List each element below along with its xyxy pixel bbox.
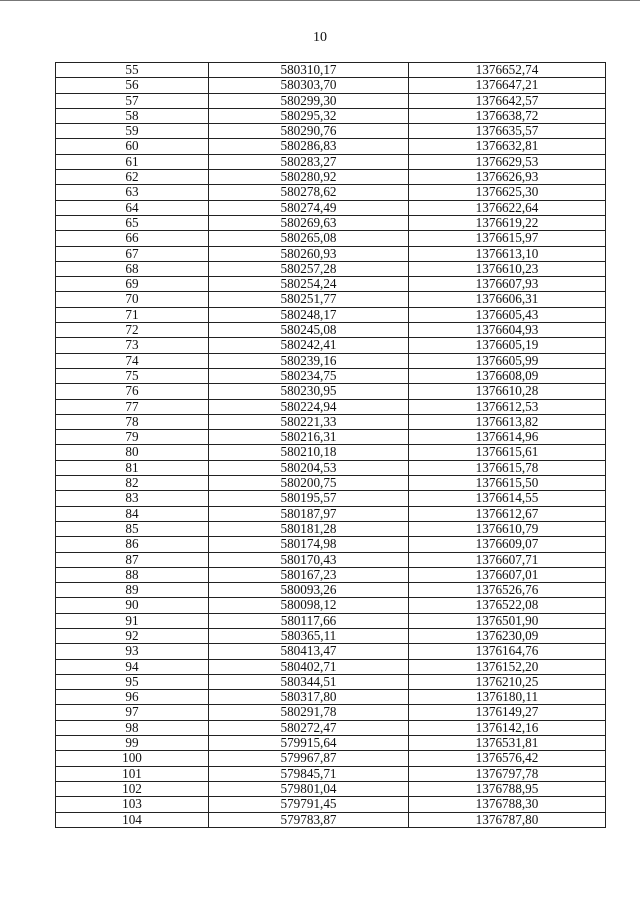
point-number-cell: 86 bbox=[56, 537, 209, 552]
y-coordinate-cell: 1376638,72 bbox=[409, 108, 606, 123]
x-coordinate-cell: 580274,49 bbox=[209, 200, 409, 215]
table-row bbox=[56, 491, 606, 506]
y-coordinate-cell: 1376614,96 bbox=[409, 430, 606, 445]
point-number-cell: 102 bbox=[56, 781, 209, 796]
point-number-cell: 57 bbox=[56, 93, 209, 108]
table-row bbox=[56, 506, 606, 521]
y-coordinate-cell: 1376604,93 bbox=[409, 323, 606, 338]
x-coordinate-cell: 579791,45 bbox=[209, 797, 409, 812]
y-coordinate-cell: 1376526,76 bbox=[409, 583, 606, 598]
point-number-cell: 92 bbox=[56, 628, 209, 643]
y-coordinate-cell: 1376647,21 bbox=[409, 78, 606, 93]
point-number-cell: 104 bbox=[56, 812, 209, 827]
y-coordinate-cell: 1376605,99 bbox=[409, 353, 606, 368]
table-row bbox=[56, 613, 606, 628]
y-coordinate-cell: 1376142,16 bbox=[409, 720, 606, 735]
y-coordinate-cell: 1376788,30 bbox=[409, 797, 606, 812]
x-coordinate-cell: 580230,95 bbox=[209, 384, 409, 399]
x-coordinate-cell: 580278,62 bbox=[209, 185, 409, 200]
table-row bbox=[56, 720, 606, 735]
table-row bbox=[56, 277, 606, 292]
y-coordinate-cell: 1376605,19 bbox=[409, 338, 606, 353]
point-number-cell: 82 bbox=[56, 476, 209, 491]
y-coordinate-cell: 1376606,31 bbox=[409, 292, 606, 307]
y-coordinate-cell: 1376610,79 bbox=[409, 521, 606, 536]
table-row bbox=[56, 307, 606, 322]
x-coordinate-cell: 580117,66 bbox=[209, 613, 409, 628]
point-number-cell: 61 bbox=[56, 154, 209, 169]
table-row bbox=[56, 812, 606, 827]
y-coordinate-cell: 1376629,53 bbox=[409, 154, 606, 169]
point-number-cell: 75 bbox=[56, 368, 209, 383]
table-row bbox=[56, 476, 606, 491]
y-coordinate-cell: 1376164,76 bbox=[409, 644, 606, 659]
x-coordinate-cell: 580344,51 bbox=[209, 674, 409, 689]
point-number-cell: 76 bbox=[56, 384, 209, 399]
point-number-cell: 103 bbox=[56, 797, 209, 812]
table-row bbox=[56, 628, 606, 643]
x-coordinate-cell: 580254,24 bbox=[209, 277, 409, 292]
x-coordinate-cell: 580317,80 bbox=[209, 690, 409, 705]
x-coordinate-cell: 579801,04 bbox=[209, 781, 409, 796]
point-number-cell: 64 bbox=[56, 200, 209, 215]
page-number: 10 bbox=[313, 30, 327, 45]
y-coordinate-cell: 1376501,90 bbox=[409, 613, 606, 628]
y-coordinate-cell: 1376625,30 bbox=[409, 185, 606, 200]
point-number-cell: 81 bbox=[56, 460, 209, 475]
table-row bbox=[56, 644, 606, 659]
x-coordinate-cell: 580295,32 bbox=[209, 108, 409, 123]
point-number-cell: 66 bbox=[56, 231, 209, 246]
x-coordinate-cell: 580210,18 bbox=[209, 445, 409, 460]
coordinates-table-body bbox=[56, 63, 606, 828]
x-coordinate-cell: 580216,31 bbox=[209, 430, 409, 445]
x-coordinate-cell: 580234,75 bbox=[209, 368, 409, 383]
x-coordinate-cell: 580239,16 bbox=[209, 353, 409, 368]
coordinates-table bbox=[55, 62, 606, 828]
x-coordinate-cell: 580365,11 bbox=[209, 628, 409, 643]
x-coordinate-cell: 580221,33 bbox=[209, 414, 409, 429]
table-row bbox=[56, 338, 606, 353]
y-coordinate-cell: 1376609,07 bbox=[409, 537, 606, 552]
y-coordinate-cell: 1376626,93 bbox=[409, 170, 606, 185]
point-number-cell: 58 bbox=[56, 108, 209, 123]
point-number-cell: 72 bbox=[56, 323, 209, 338]
y-coordinate-cell: 1376605,43 bbox=[409, 307, 606, 322]
x-coordinate-cell: 580272,47 bbox=[209, 720, 409, 735]
table-row bbox=[56, 567, 606, 582]
table-row bbox=[56, 690, 606, 705]
point-number-cell: 89 bbox=[56, 583, 209, 598]
y-coordinate-cell: 1376632,81 bbox=[409, 139, 606, 154]
y-coordinate-cell: 1376614,55 bbox=[409, 491, 606, 506]
y-coordinate-cell: 1376642,57 bbox=[409, 93, 606, 108]
y-coordinate-cell: 1376531,81 bbox=[409, 736, 606, 751]
table-row bbox=[56, 108, 606, 123]
x-coordinate-cell: 580280,92 bbox=[209, 170, 409, 185]
y-coordinate-cell: 1376612,53 bbox=[409, 399, 606, 414]
y-coordinate-cell: 1376608,09 bbox=[409, 368, 606, 383]
y-coordinate-cell: 1376788,95 bbox=[409, 781, 606, 796]
y-coordinate-cell: 1376622,64 bbox=[409, 200, 606, 215]
y-coordinate-cell: 1376613,10 bbox=[409, 246, 606, 261]
y-coordinate-cell: 1376149,27 bbox=[409, 705, 606, 720]
y-coordinate-cell: 1376615,61 bbox=[409, 445, 606, 460]
point-number-cell: 84 bbox=[56, 506, 209, 521]
table-row bbox=[56, 292, 606, 307]
table-row bbox=[56, 231, 606, 246]
table-row bbox=[56, 797, 606, 812]
x-coordinate-cell: 580265,08 bbox=[209, 231, 409, 246]
table-row bbox=[56, 552, 606, 567]
x-coordinate-cell: 580167,23 bbox=[209, 567, 409, 582]
table-row bbox=[56, 215, 606, 230]
point-number-cell: 59 bbox=[56, 124, 209, 139]
x-coordinate-cell: 580245,08 bbox=[209, 323, 409, 338]
y-coordinate-cell: 1376607,71 bbox=[409, 552, 606, 567]
table-row bbox=[56, 445, 606, 460]
y-coordinate-cell: 1376607,01 bbox=[409, 567, 606, 582]
x-coordinate-cell: 580310,17 bbox=[209, 63, 409, 78]
table-row bbox=[56, 766, 606, 781]
x-coordinate-cell: 580257,28 bbox=[209, 261, 409, 276]
y-coordinate-cell: 1376613,82 bbox=[409, 414, 606, 429]
table-row bbox=[56, 200, 606, 215]
y-coordinate-cell: 1376230,09 bbox=[409, 628, 606, 643]
table-row bbox=[56, 154, 606, 169]
y-coordinate-cell: 1376615,78 bbox=[409, 460, 606, 475]
table-row bbox=[56, 78, 606, 93]
x-coordinate-cell: 580269,63 bbox=[209, 215, 409, 230]
point-number-cell: 79 bbox=[56, 430, 209, 445]
point-number-cell: 99 bbox=[56, 736, 209, 751]
table-row bbox=[56, 674, 606, 689]
table-row bbox=[56, 521, 606, 536]
point-number-cell: 74 bbox=[56, 353, 209, 368]
point-number-cell: 97 bbox=[56, 705, 209, 720]
point-number-cell: 93 bbox=[56, 644, 209, 659]
y-coordinate-cell: 1376615,50 bbox=[409, 476, 606, 491]
y-coordinate-cell: 1376180,11 bbox=[409, 690, 606, 705]
point-number-cell: 60 bbox=[56, 139, 209, 154]
table-row bbox=[56, 246, 606, 261]
point-number-cell: 55 bbox=[56, 63, 209, 78]
table-row bbox=[56, 368, 606, 383]
point-number-cell: 91 bbox=[56, 613, 209, 628]
point-number-cell: 80 bbox=[56, 445, 209, 460]
point-number-cell: 94 bbox=[56, 659, 209, 674]
x-coordinate-cell: 580299,30 bbox=[209, 93, 409, 108]
point-number-cell: 73 bbox=[56, 338, 209, 353]
table-row bbox=[56, 736, 606, 751]
y-coordinate-cell: 1376610,28 bbox=[409, 384, 606, 399]
table-row bbox=[56, 353, 606, 368]
table-row bbox=[56, 705, 606, 720]
x-coordinate-cell: 579967,87 bbox=[209, 751, 409, 766]
x-coordinate-cell: 580098,12 bbox=[209, 598, 409, 613]
point-number-cell: 95 bbox=[56, 674, 209, 689]
table-row bbox=[56, 537, 606, 552]
y-coordinate-cell: 1376652,74 bbox=[409, 63, 606, 78]
point-number-cell: 63 bbox=[56, 185, 209, 200]
table-row bbox=[56, 583, 606, 598]
table-row bbox=[56, 781, 606, 796]
point-number-cell: 68 bbox=[56, 261, 209, 276]
y-coordinate-cell: 1376576,42 bbox=[409, 751, 606, 766]
point-number-cell: 69 bbox=[56, 277, 209, 292]
table-row bbox=[56, 598, 606, 613]
table-row bbox=[56, 185, 606, 200]
y-coordinate-cell: 1376607,93 bbox=[409, 277, 606, 292]
point-number-cell: 96 bbox=[56, 690, 209, 705]
x-coordinate-cell: 580187,97 bbox=[209, 506, 409, 521]
y-coordinate-cell: 1376522,08 bbox=[409, 598, 606, 613]
x-coordinate-cell: 580413,47 bbox=[209, 644, 409, 659]
x-coordinate-cell: 579915,64 bbox=[209, 736, 409, 751]
point-number-cell: 88 bbox=[56, 567, 209, 582]
x-coordinate-cell: 580174,98 bbox=[209, 537, 409, 552]
table-row bbox=[56, 124, 606, 139]
table-row bbox=[56, 430, 606, 445]
table-row bbox=[56, 261, 606, 276]
point-number-cell: 87 bbox=[56, 552, 209, 567]
table-row bbox=[56, 93, 606, 108]
point-number-cell: 71 bbox=[56, 307, 209, 322]
table-row bbox=[56, 659, 606, 674]
x-coordinate-cell: 580093,26 bbox=[209, 583, 409, 598]
point-number-cell: 56 bbox=[56, 78, 209, 93]
point-number-cell: 67 bbox=[56, 246, 209, 261]
point-number-cell: 90 bbox=[56, 598, 209, 613]
x-coordinate-cell: 580248,17 bbox=[209, 307, 409, 322]
x-coordinate-cell: 580170,43 bbox=[209, 552, 409, 567]
x-coordinate-cell: 580286,83 bbox=[209, 139, 409, 154]
y-coordinate-cell: 1376615,97 bbox=[409, 231, 606, 246]
table-row bbox=[56, 751, 606, 766]
x-coordinate-cell: 580181,28 bbox=[209, 521, 409, 536]
table-row bbox=[56, 323, 606, 338]
x-coordinate-cell: 579783,87 bbox=[209, 812, 409, 827]
x-coordinate-cell: 580242,41 bbox=[209, 338, 409, 353]
table-row bbox=[56, 414, 606, 429]
point-number-cell: 62 bbox=[56, 170, 209, 185]
y-coordinate-cell: 1376797,78 bbox=[409, 766, 606, 781]
point-number-cell: 70 bbox=[56, 292, 209, 307]
point-number-cell: 65 bbox=[56, 215, 209, 230]
table-row bbox=[56, 170, 606, 185]
y-coordinate-cell: 1376610,23 bbox=[409, 261, 606, 276]
x-coordinate-cell: 580260,93 bbox=[209, 246, 409, 261]
y-coordinate-cell: 1376210,25 bbox=[409, 674, 606, 689]
x-coordinate-cell: 580200,75 bbox=[209, 476, 409, 491]
y-coordinate-cell: 1376152,20 bbox=[409, 659, 606, 674]
y-coordinate-cell: 1376619,22 bbox=[409, 215, 606, 230]
x-coordinate-cell: 580204,53 bbox=[209, 460, 409, 475]
point-number-cell: 85 bbox=[56, 521, 209, 536]
table-row bbox=[56, 460, 606, 475]
x-coordinate-cell: 580224,94 bbox=[209, 399, 409, 414]
point-number-cell: 83 bbox=[56, 491, 209, 506]
x-coordinate-cell: 580283,27 bbox=[209, 154, 409, 169]
y-coordinate-cell: 1376787,80 bbox=[409, 812, 606, 827]
point-number-cell: 98 bbox=[56, 720, 209, 735]
point-number-cell: 100 bbox=[56, 751, 209, 766]
y-coordinate-cell: 1376635,57 bbox=[409, 124, 606, 139]
x-coordinate-cell: 580195,57 bbox=[209, 491, 409, 506]
table-row bbox=[56, 384, 606, 399]
page-top-rule bbox=[0, 0, 640, 1]
table-row bbox=[56, 63, 606, 78]
y-coordinate-cell: 1376612,67 bbox=[409, 506, 606, 521]
table-row bbox=[56, 139, 606, 154]
x-coordinate-cell: 580251,77 bbox=[209, 292, 409, 307]
table-row bbox=[56, 399, 606, 414]
point-number-cell: 101 bbox=[56, 766, 209, 781]
point-number-cell: 77 bbox=[56, 399, 209, 414]
point-number-cell: 78 bbox=[56, 414, 209, 429]
x-coordinate-cell: 580303,70 bbox=[209, 78, 409, 93]
x-coordinate-cell: 580291,78 bbox=[209, 705, 409, 720]
x-coordinate-cell: 580402,71 bbox=[209, 659, 409, 674]
x-coordinate-cell: 579845,71 bbox=[209, 766, 409, 781]
x-coordinate-cell: 580290,76 bbox=[209, 124, 409, 139]
